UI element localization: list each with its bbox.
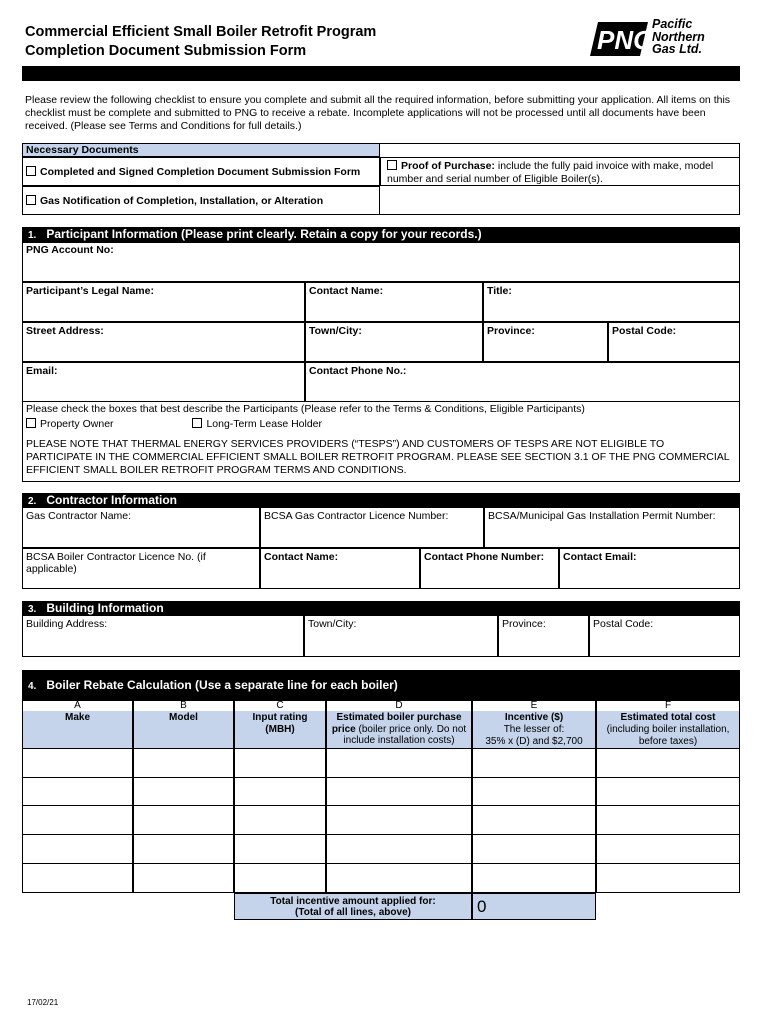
col-letter-e: E — [472, 700, 596, 711]
checkbox[interactable] — [192, 418, 202, 428]
town-city-field[interactable]: Town/City: — [305, 322, 483, 362]
cell-total-cost[interactable] — [596, 749, 740, 778]
cell-incentive[interactable] — [472, 806, 596, 835]
svg-text:PNG: PNG — [597, 25, 654, 55]
contractor-contact-name-field[interactable]: Contact Name: — [260, 548, 420, 589]
cell-total-cost[interactable] — [596, 778, 740, 806]
tesps-notice: PLEASE NOTE THAT THERMAL ENERGY SERVICES PROVIDERS (“TESPS”) AND CUSTOMERS OF TESPS ARE NOT ELIGIBLE TO PARTICIPATE IN THE COMMERCIAL EFFICIENT SMALL BOILER RETROFIT PROGRAM. PLEASE SEE SECTION 3.1 OF THE PNG COMMERCIAL EFFICIENT SMALL BOILER RETROFIT PROGRAM TERMS AND CONDITIONS. — [26, 438, 730, 476]
cell-incentive[interactable] — [472, 835, 596, 864]
property-owner-option[interactable]: Property Owner — [26, 418, 114, 430]
total-incentive-value[interactable]: 0 — [472, 893, 596, 920]
checklist-item-form[interactable]: Completed and Signed Completion Document Submission Form — [22, 157, 380, 186]
section-1-header: 1. Participant Information (Please print clearly. Retain a copy for your records.) — [22, 227, 740, 242]
checkbox[interactable] — [26, 418, 36, 428]
cell-input-rating[interactable] — [234, 749, 326, 778]
col-header-model: Model — [133, 711, 234, 749]
contractor-email-field[interactable]: Contact Email: — [559, 548, 740, 589]
bcsa-licence-field[interactable]: BCSA Gas Contractor Licence Number: — [260, 508, 484, 548]
cell-input-rating[interactable] — [234, 835, 326, 864]
cell-input-rating[interactable] — [234, 778, 326, 806]
street-address-field[interactable]: Street Address: — [22, 322, 305, 362]
col-letter-a: A — [22, 700, 133, 711]
col-letter-c: C — [234, 700, 326, 711]
gas-contractor-name-field[interactable]: Gas Contractor Name: — [22, 508, 260, 548]
cell-incentive[interactable] — [472, 778, 596, 806]
cell-model[interactable] — [133, 806, 234, 835]
col-header-make: Make — [22, 711, 133, 749]
title-line-2: Completion Document Submission Form — [25, 43, 307, 59]
cell-make[interactable] — [22, 749, 133, 778]
png-account-field[interactable]: PNG Account No: — [22, 242, 740, 282]
intro-text: Please review the following checklist to ensure you complete and submit all the required information, before submitting your application. All items on this checklist must be complete and submitted to PNG to receive a rebate. Incomplete applications will not be processed until all documents have been received. (Please see Terms and Conditions for full details.) — [25, 94, 731, 132]
building-postal-field[interactable]: Postal Code: — [589, 616, 740, 657]
lease-holder-option[interactable]: Long-Term Lease Holder — [192, 418, 322, 430]
cell-input-rating[interactable] — [234, 864, 326, 893]
cell-input-rating[interactable] — [234, 806, 326, 835]
col-letter-d: D — [326, 700, 472, 711]
section-3-header: 3. Building Information — [22, 601, 740, 616]
building-town-field[interactable]: Town/City: — [304, 616, 498, 657]
checkbox[interactable] — [26, 166, 36, 176]
cell-model[interactable] — [133, 835, 234, 864]
checklist-item-proof[interactable]: Proof of Purchase: include the fully paid invoice with make, model number and serial number of Eligible Boiler(s). — [380, 157, 740, 186]
section-2-header: 2. Contractor Information — [22, 493, 740, 508]
contact-name-field[interactable]: Contact Name: — [305, 282, 483, 322]
email-field[interactable]: Email: — [22, 362, 305, 402]
cell-purchase-price[interactable] — [326, 864, 472, 893]
cell-make[interactable] — [22, 806, 133, 835]
form-version-date: 17/02/21 — [27, 998, 59, 1007]
province-field[interactable]: Province: — [483, 322, 608, 362]
building-address-field[interactable]: Building Address: — [22, 616, 304, 657]
cell-make[interactable] — [22, 864, 133, 893]
cell-purchase-price[interactable] — [326, 806, 472, 835]
form-title — [25, 23, 376, 61]
cell-total-cost[interactable] — [596, 835, 740, 864]
cell-model[interactable] — [133, 749, 234, 778]
cell-make[interactable] — [22, 835, 133, 864]
col-header-incentive: Incentive ($) The lesser of: 35% x (D) and $2,700 — [472, 711, 596, 749]
contractor-phone-field[interactable]: Contact Phone Number: — [420, 548, 559, 589]
logo-company-name: Pacific Northern Gas Ltd. — [652, 17, 705, 56]
postal-code-field[interactable]: Postal Code: — [608, 322, 740, 362]
checkbox[interactable] — [387, 160, 397, 170]
col-header-input-rating: Input rating (MBH) — [234, 711, 326, 749]
cell-model[interactable] — [133, 864, 234, 893]
boiler-licence-field[interactable]: BCSA Boiler Contractor Licence No. (if applicable) — [22, 548, 260, 589]
participant-type-group — [26, 403, 736, 477]
col-letter-f: F — [596, 700, 740, 711]
col-header-total-cost: Estimated total cost (including boiler installation, before taxes) — [596, 711, 740, 749]
building-province-field[interactable]: Province: — [498, 616, 589, 657]
col-header-purchase-price: Estimated boiler purchase price (boiler price only. Do not include installation costs) — [326, 711, 472, 749]
checkbox[interactable] — [26, 195, 36, 205]
png-logo — [588, 18, 740, 60]
permit-number-field[interactable]: BCSA/Municipal Gas Installation Permit Number: — [484, 508, 740, 548]
cell-model[interactable] — [133, 778, 234, 806]
title-line-1: Commercial Efficient Small Boiler Retrofit Program — [25, 24, 377, 40]
participant-type-instructions: Please check the boxes that best describe the Participants (Please refer to the Terms & Conditions, Eligible Participants) — [26, 403, 585, 415]
cell-total-cost[interactable] — [596, 864, 740, 893]
cell-incentive[interactable] — [472, 749, 596, 778]
col-letter-b: B — [133, 700, 234, 711]
legal-name-field[interactable]: Participant’s Legal Name: — [22, 282, 305, 322]
cell-make[interactable] — [22, 778, 133, 806]
title-field[interactable]: Title: — [483, 282, 740, 322]
total-incentive-label: Total incentive amount applied for: (Total of all lines, above) — [234, 893, 472, 920]
cell-purchase-price[interactable] — [326, 778, 472, 806]
contact-phone-field[interactable]: Contact Phone No.: — [305, 362, 740, 402]
cell-total-cost[interactable] — [596, 806, 740, 835]
checklist-item-gas-notification[interactable]: Gas Notification of Completion, Installation, or Alteration — [22, 186, 380, 215]
cell-incentive[interactable] — [472, 864, 596, 893]
header-divider-bar — [22, 66, 740, 81]
cell-purchase-price[interactable] — [326, 749, 472, 778]
checklist-heading: Necessary Documents — [22, 143, 380, 157]
section-4-header: 4. Boiler Rebate Calculation (Use a separate line for each boiler) — [22, 670, 740, 700]
cell-purchase-price[interactable] — [326, 835, 472, 864]
